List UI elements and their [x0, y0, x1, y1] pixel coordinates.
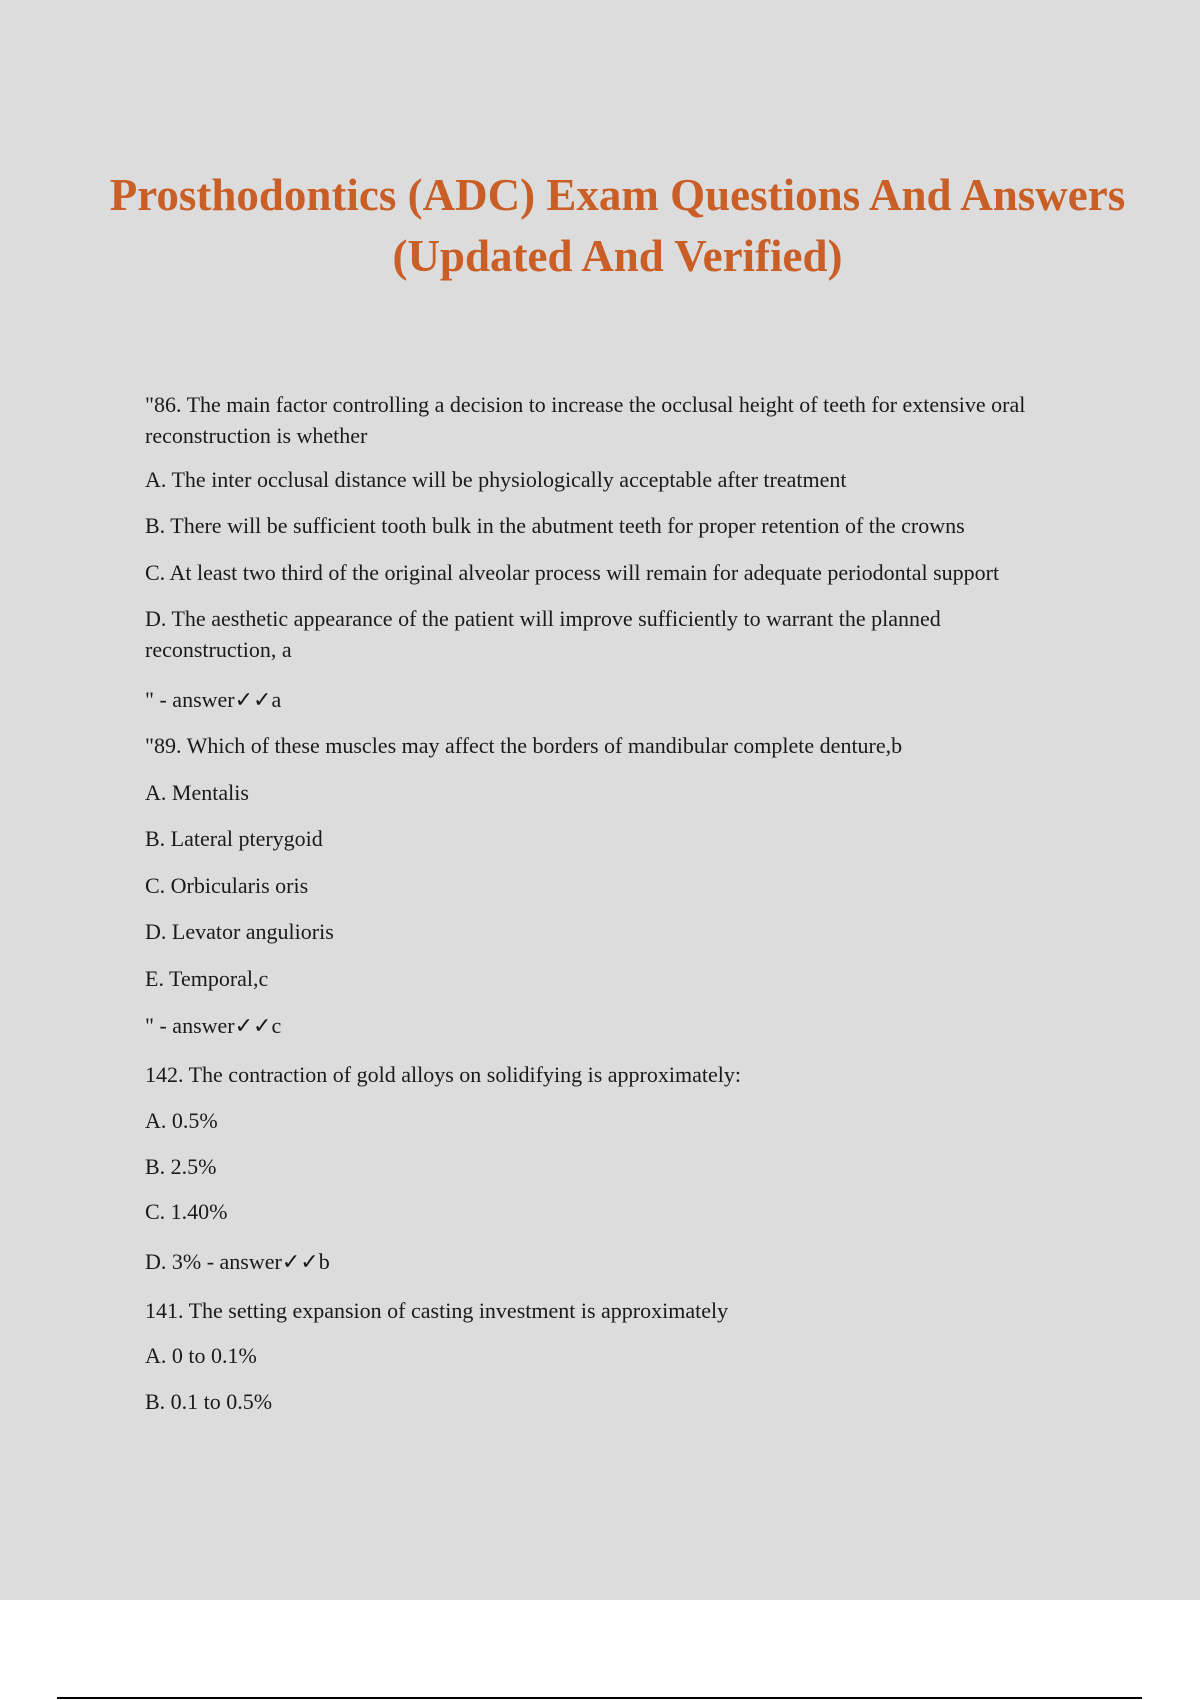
question-141-option-a: A. 0 to 0.1% — [145, 1343, 257, 1368]
question-89-option-a: A. Mentalis — [145, 780, 249, 805]
question-89-option-b: B. Lateral pterygoid — [145, 826, 323, 851]
page-divider — [57, 1697, 1142, 1699]
question-89-option-d: D. Levator angulioris — [145, 919, 334, 944]
question-142-option-c: C. 1.40% — [145, 1199, 228, 1224]
question-89-option-e: E. Temporal,c — [145, 966, 269, 991]
question-86-answer: " - answer✓✓a — [145, 687, 282, 712]
question-142-option-b: B. 2.5% — [145, 1154, 217, 1179]
question-142-option-a: A. 0.5% — [145, 1108, 218, 1133]
question-86-option-c: C. At least two third of the original alveolar process will remain for adequate periodontal support — [145, 560, 1000, 585]
question-89-stem: "89. Which of these muscles may affect the borders of mandibular complete denture,b — [145, 733, 903, 758]
question-89-option-c: C. Orbicularis oris — [145, 873, 309, 898]
document-title: Prosthodontics (ADC) Exam Questions And Answers (Updated And Verified) — [109, 170, 1126, 281]
question-142-stem: 142. The contraction of gold alloys on solidifying is approximately: — [145, 1062, 741, 1087]
question-141-option-b: B. 0.1 to 0.5% — [145, 1389, 273, 1414]
question-89-answer: " - answer✓✓c — [145, 1013, 282, 1038]
question-142-option-d-answer: D. 3% - answer✓✓b — [145, 1249, 330, 1274]
question-141-stem: 141. The setting expansion of casting investment is approximately — [145, 1298, 729, 1323]
question-86-option-b: B. There will be sufficient tooth bulk in the abutment teeth for proper retention of the crowns — [145, 513, 965, 538]
question-86-option-d: D. The aesthetic appearance of the patient will improve sufficiently to warrant the planned reconstruction, a — [145, 606, 941, 662]
question-86-option-a: A. The inter occlusal distance will be physiologically acceptable after treatment — [145, 467, 847, 492]
question-86-stem: "86. The main factor controlling a decision to increase the occlusal height of teeth for extensive oral reconstruction is whether — [145, 392, 1026, 448]
